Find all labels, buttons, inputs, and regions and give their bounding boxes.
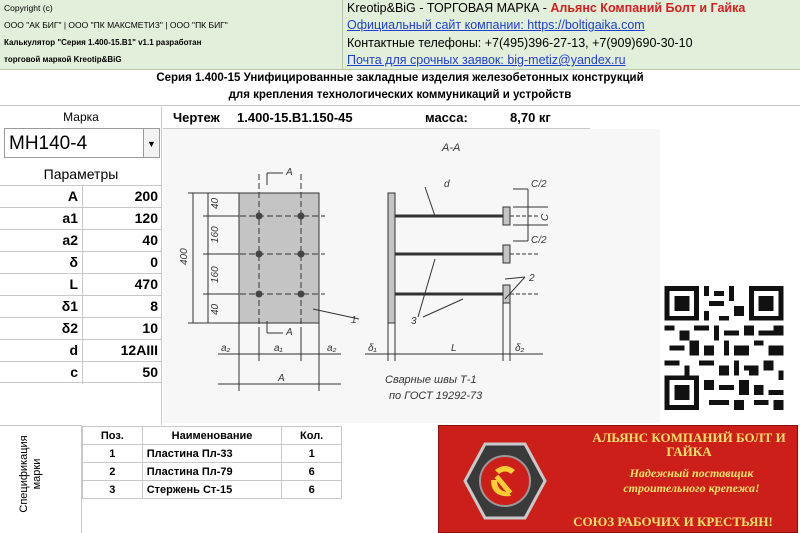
param-value[interactable]: 10 — [82, 318, 162, 340]
technical-drawing — [163, 129, 660, 423]
qr-code[interactable] — [664, 286, 784, 410]
label-c2-top: C/2 — [531, 179, 547, 190]
spec-header-row — [83, 427, 342, 445]
brand-prefix: Kreotip&BiG - ТОРГОВАЯ МАРКА - — [347, 1, 551, 15]
param-key: a2 — [62, 232, 78, 248]
table-row — [83, 445, 342, 463]
banner-title: АЛЬЯНС КОМПАНИЙ БОЛТ И ГАЙКА — [592, 430, 786, 459]
marka-dropdown-button[interactable] — [143, 128, 160, 158]
dim-delta1: δ₁ — [368, 343, 377, 354]
weld-line-1: Сварные швы Т-1 — [385, 374, 477, 386]
banner-slogan: Надежный поставщик строительного крепежа! — [623, 466, 760, 495]
massa-value: 8,70 кг — [510, 110, 551, 125]
dim-400: 400 — [179, 248, 190, 265]
phones-text: Контактные телефоны: +7(495)396-27-13, +7(909)690-30-10 — [347, 36, 693, 50]
callout-1: 1 — [351, 315, 357, 326]
param-value[interactable]: 470 — [82, 274, 162, 296]
param-row-d — [0, 339, 162, 361]
marka-select[interactable]: МН140-4 — [4, 128, 144, 158]
qr-code-svg — [664, 286, 784, 410]
brand-banner[interactable] — [438, 425, 798, 533]
table-row — [83, 463, 342, 481]
param-value[interactable]: 0 — [82, 252, 162, 274]
brand-line — [347, 1, 745, 15]
spec-qty: 6 — [282, 463, 342, 481]
parameters-panel — [0, 107, 162, 425]
callout-3: 3 — [411, 316, 417, 327]
spec-side-label-cell — [0, 425, 82, 533]
dim-40-top: 40 — [210, 197, 221, 209]
brand-line-text: торговой маркой Kreotip&BiG — [4, 55, 122, 64]
spec-col-pos: Поз. — [83, 427, 143, 445]
param-key: δ2 — [61, 320, 78, 336]
spec-pos: 2 — [83, 463, 143, 481]
series-line-2: для крепления технологических коммуникаций и устройств — [228, 89, 572, 101]
dim-A: A — [278, 373, 285, 384]
param-key: δ — [69, 254, 78, 270]
spec-pos: 3 — [83, 481, 143, 499]
param-row-a2 — [0, 229, 162, 251]
param-key: A — [67, 188, 78, 204]
param-row-delta2 — [0, 317, 162, 339]
section-label: А-А — [442, 142, 461, 154]
arrow-a-top: A — [286, 167, 293, 178]
chertezh-value: 1.400-15.В1.150-45 — [237, 110, 353, 125]
header-right-panel — [343, 0, 800, 70]
plate-side — [388, 193, 395, 323]
param-value[interactable]: 12AIII — [82, 340, 162, 362]
spec-col-qty: Кол. — [282, 427, 342, 445]
header-left-panel — [0, 0, 343, 70]
spec-pos: 1 — [83, 445, 143, 463]
marka-label: Марка — [63, 110, 99, 124]
series-line-1: Серия 1.400-15 Унифицированные закладные изделия железобетонных конструкций — [156, 72, 644, 84]
chertezh-label: Чертеж — [173, 110, 220, 125]
param-value[interactable]: 200 — [82, 186, 162, 208]
param-key: a1 — [62, 210, 78, 226]
dim-160-top: 160 — [210, 226, 221, 243]
site-link[interactable]: Официальный сайт компании: https://boltigaika.com — [347, 18, 645, 32]
label-c: C — [540, 213, 551, 221]
label-d: d — [444, 179, 450, 190]
arrow-a-bottom: A — [286, 327, 293, 338]
param-key: δ1 — [61, 298, 78, 314]
param-row-L — [0, 273, 162, 295]
param-value[interactable]: 50 — [82, 362, 162, 384]
spec-name: Пластина Пл-79 — [142, 463, 282, 481]
param-value[interactable]: 8 — [82, 296, 162, 318]
brand-highlight: Альянс Компаний Болт и Гайка — [550, 1, 746, 15]
spec-qty: 6 — [282, 481, 342, 499]
dim-delta2: δ₂ — [515, 343, 525, 354]
plate-front — [239, 193, 319, 323]
dim-40-bottom: 40 — [210, 303, 221, 315]
chevron-down-icon: ▼ — [147, 139, 156, 149]
dim-L: L — [451, 343, 457, 354]
email-link[interactable]: Почта для срочных заявок: big-metiz@yandex.ru — [347, 53, 626, 67]
dim-a2-right: a₂ — [327, 343, 337, 354]
param-row-a1 — [0, 207, 162, 229]
dim-a1: a₁ — [274, 343, 283, 354]
weld-line-2: по ГОСТ 19292-73 — [389, 390, 483, 402]
spec-side-label: Спецификация марки — [18, 435, 43, 513]
param-key: d — [69, 342, 78, 358]
callout-2: 2 — [529, 273, 535, 284]
copyright-text: Copyright (c) — [4, 3, 53, 13]
bolt-nut-logo — [461, 440, 549, 522]
series-title — [0, 70, 800, 106]
params-label: Параметры — [43, 166, 119, 182]
companies-text: ООО "АК БИГ" | ООО "ПК МАКСМЕТИЗ" | ООО "ПК БИГ" — [4, 20, 228, 30]
param-key: c — [70, 364, 78, 380]
drawing-svg — [163, 129, 660, 423]
spec-col-name: Наименование — [142, 427, 282, 445]
param-value[interactable]: 40 — [82, 230, 162, 252]
param-row-delta1 — [0, 295, 162, 317]
param-row-c — [0, 361, 162, 383]
dim-160-bottom: 160 — [210, 266, 221, 283]
banner-bottom-text: СОЮЗ РАБОЧИХ И КРЕСТЬЯН! — [573, 514, 773, 529]
label-c2-bottom: C/2 — [531, 235, 547, 246]
drawing-header — [163, 107, 590, 129]
spec-qty: 1 — [282, 445, 342, 463]
param-value[interactable]: 120 — [82, 208, 162, 230]
table-row — [83, 481, 342, 499]
dim-a2-left: a₂ — [221, 343, 231, 354]
spec-name: Стержень Ст-15 — [142, 481, 282, 499]
calculator-text: Калькулятор "Серия 1.400-15.В1" v1.1 разработан — [4, 38, 202, 47]
massa-label: масса: — [425, 110, 468, 125]
param-key: L — [69, 276, 78, 292]
spec-name: Пластина Пл-33 — [142, 445, 282, 463]
spec-table — [82, 426, 342, 499]
param-row-A — [0, 185, 162, 207]
param-row-delta — [0, 251, 162, 273]
